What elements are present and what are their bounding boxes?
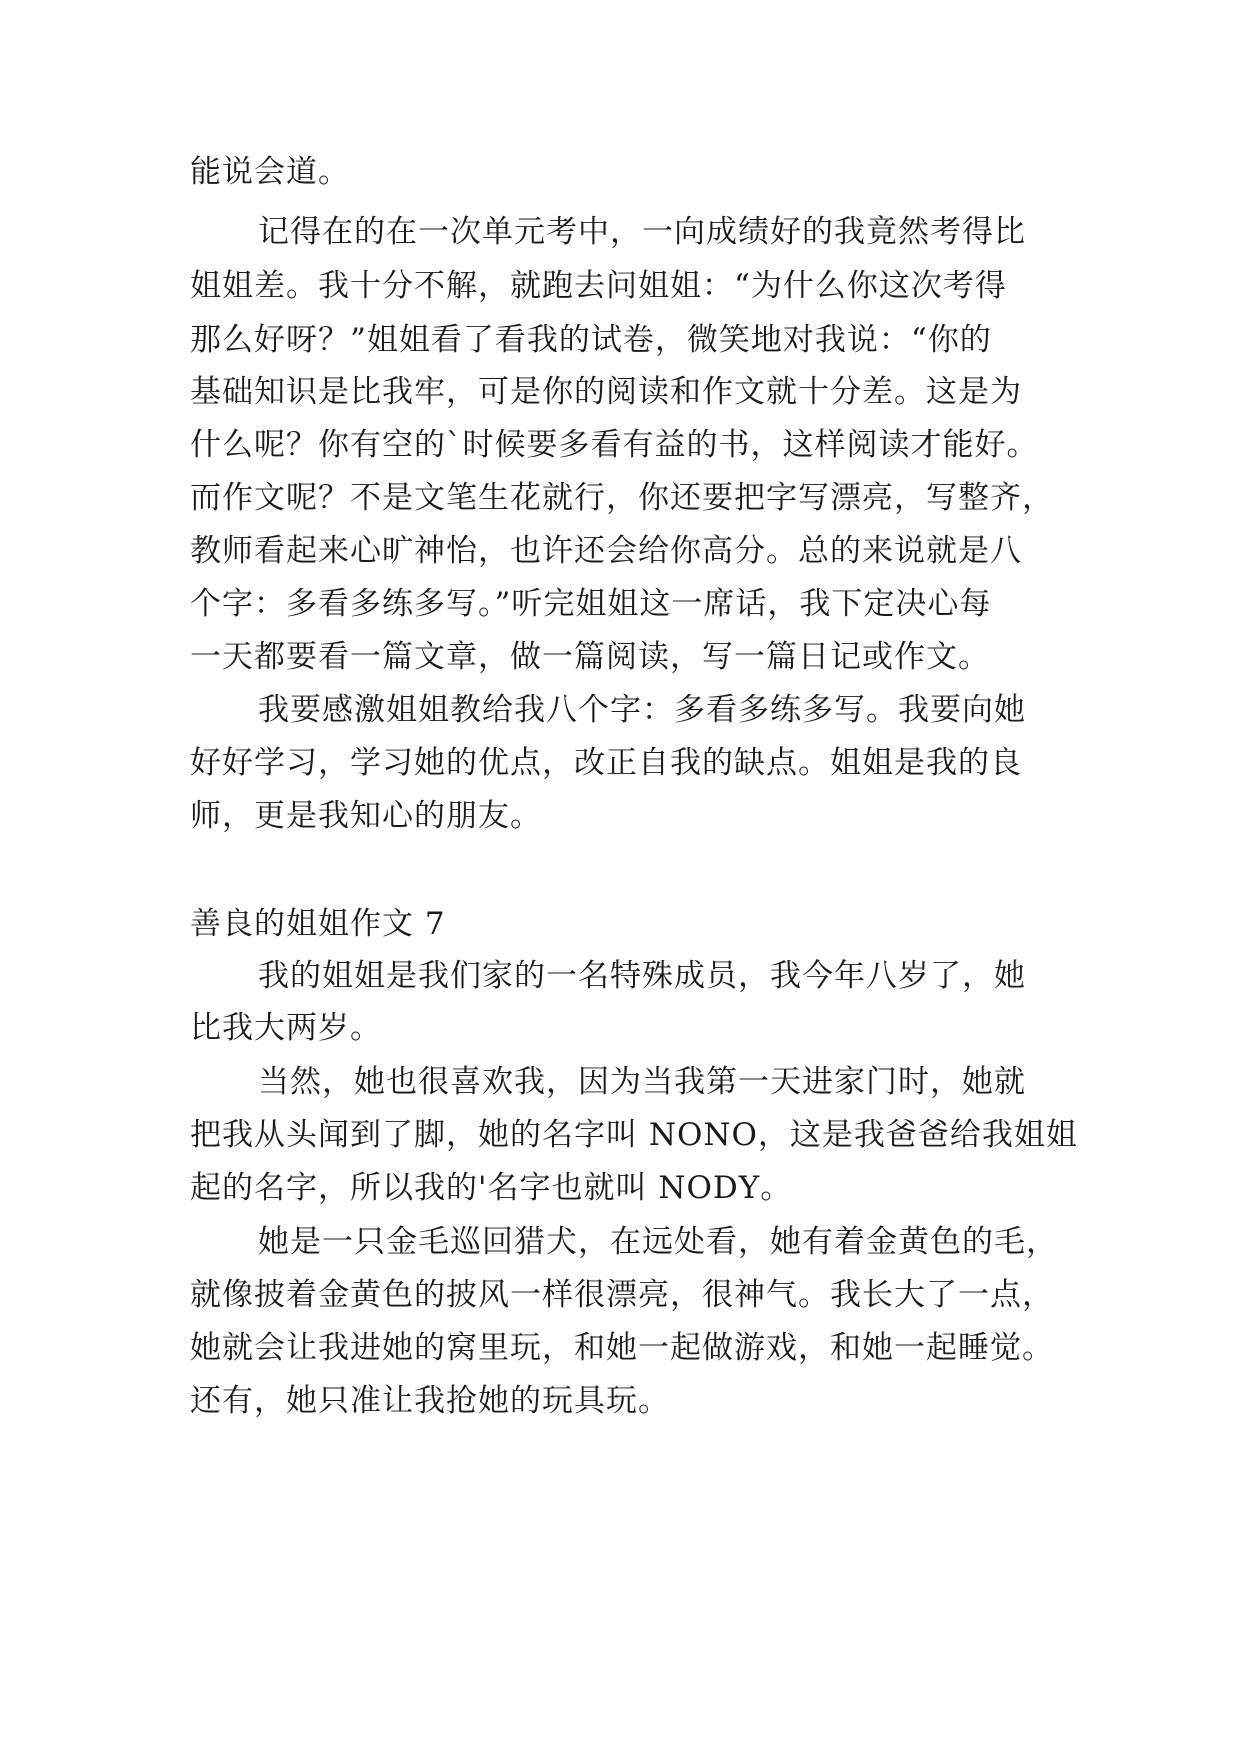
- text-line: 起的名字，所以我的'名字也就叫 NODY。: [190, 1170, 793, 1206]
- text-line: 什么呢？你有空的`时候要多看有益的书，这样阅读才能好。: [190, 427, 1039, 463]
- paragraph-first-line: 我要感激姐姐教给我八个字：多看多练多写。我要向她: [258, 692, 1026, 728]
- text-line: 就像披着金黄色的披风一样很漂亮，很神气。我长大了一点，: [190, 1277, 1054, 1313]
- text-line: 那么好呀？”姐姐看了看我的试卷，微笑地对我说：“你的: [190, 322, 992, 358]
- text-line: 一天都要看一篇文章，做一篇阅读，写一篇日记或作文。: [190, 639, 990, 675]
- text-line: 还有，她只准让我抢她的玩具玩。: [190, 1383, 670, 1419]
- paragraph-first-line: 我的姐姐是我们家的一名特殊成员，我今年八岁了，她: [258, 958, 1026, 994]
- text-line: 能说会道。: [190, 154, 350, 190]
- text-line: 个字：多看多练多写。”听完姐姐这一席话，我下定决心每: [190, 586, 992, 622]
- paragraph-first-line: 她是一只金毛巡回猎犬，在远处看，她有着金黄色的毛，: [258, 1224, 1058, 1260]
- text-line: 她就会让我进她的窝里玩，和她一起做游戏，和她一起睡觉。: [190, 1330, 1054, 1366]
- text-line: 把我从头闻到了脚，她的名字叫 NONO，这是我爸爸给我姐姐: [190, 1117, 1078, 1153]
- text-line: 好好学习，学习她的优点，改正自我的缺点。姐姐是我的良: [190, 745, 1022, 781]
- section-heading: 善良的姐姐作文 7: [190, 906, 446, 942]
- paragraph-first-line: 记得在的在一次单元考中，一向成绩好的我竟然考得比: [258, 214, 1026, 250]
- text-line: 姐姐差。我十分不解，就跑去问姐姐：“为什么你这次考得: [190, 268, 1007, 304]
- text-line: 比我大两岁。: [190, 1010, 382, 1046]
- text-line: 师，更是我知心的朋友。: [190, 798, 542, 834]
- text-line: 教师看起来心旷神怡，也许还会给你高分。总的来说就是八: [190, 533, 1022, 569]
- paragraph-first-line: 当然，她也很喜欢我，因为当我第一天进家门时，她就: [258, 1064, 1026, 1100]
- text-line: 而作文呢？不是文笔生花就行，你还要把字写漂亮，写整齐，: [190, 480, 1054, 516]
- text-line: 基础知识是比我牢，可是你的阅读和作文就十分差。这是为: [190, 374, 1022, 410]
